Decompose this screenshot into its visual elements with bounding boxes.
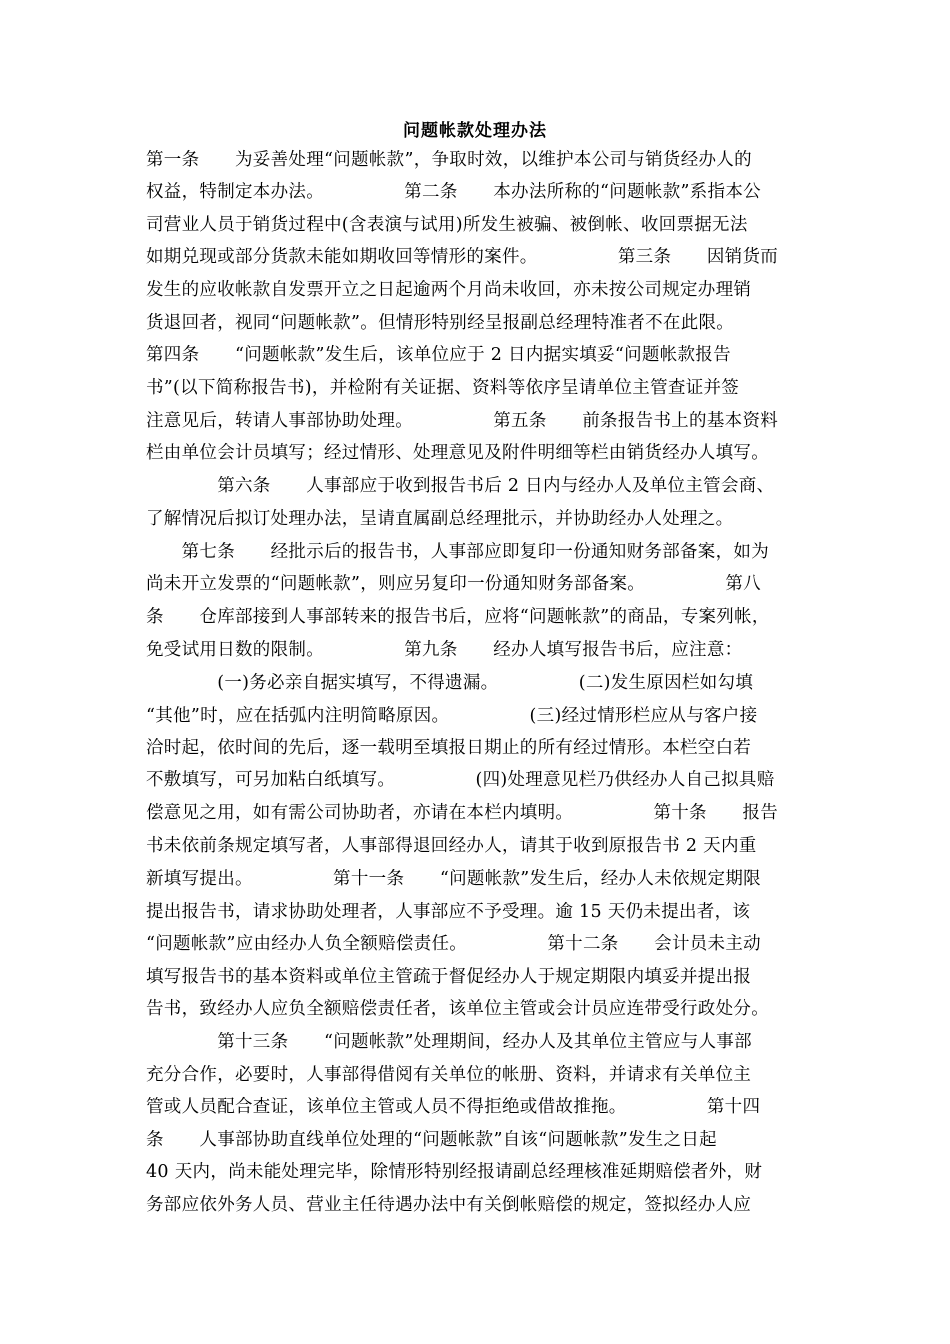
body-line: 书未依前条规定填写者，人事部得退回经办人，请其于收到原报告书 2 天内重	[146, 836, 757, 856]
body-line: 管或人员配合查证，该单位主管或人员不得拒绝或借故推拖。 第十四	[146, 1097, 761, 1117]
body-line: 司营业人员于销货过程中(含表演与试用)所发生被骗、被倒帐、收回票据无法	[146, 215, 748, 235]
body-line: 货退回者，视同“问题帐款”。但情形特别经呈报副总经理特准者不在此限。	[146, 313, 735, 333]
document-title: 问题帐款处理办法	[403, 121, 547, 141]
body-line: 务部应依外务人员、营业主任待遇办法中有关倒帐赔偿的规定，签拟经办人应	[146, 1195, 752, 1215]
body-line: 第七条 经批示后的报告书，人事部应即复印一份通知财务部备案，如为	[146, 542, 769, 562]
body-line: 条 人事部协助直线单位处理的“问题帐款”自该“问题帐款”发生之日起	[146, 1130, 717, 1150]
body-line: 新填写提出。 第十一条 “问题帐款”发生后，经办人未依规定期限	[146, 869, 761, 889]
body-line: 告书，致经办人应负全额赔偿责任者，该单位主管或会计员应连带受行政处分。	[146, 999, 769, 1019]
body-line: 40 天内，尚未能处理完毕，除情形特别经报请副总经理核准延期赔偿者外，财	[146, 1162, 763, 1182]
body-line: 条 仓库部接到人事部转来的报告书后，应将“问题帐款”的商品，专案列帐，	[146, 607, 770, 627]
body-line: 如期兑现或部分货款未能如期收回等情形的案件。 第三条 因销货而	[146, 247, 779, 267]
body-line: 提出报告书，请求协助处理者，人事部应不予受理。逾 15 天仍未提出者，该	[146, 902, 751, 922]
body-line: 充分合作，必要时，人事部得借阅有关单位的帐册、资料，并请求有关单位主	[146, 1065, 752, 1085]
body-line: 尚未开立发票的“问题帐款”，则应另复印一份通知财务部备案。 第八	[146, 574, 761, 594]
body-line: 不敷填写，可另加粘白纸填写。 (四)处理意见栏乃供经办人自己拟具赔	[146, 770, 775, 790]
body-line: 发生的应收帐款自发票开立之日起逾两个月尚未收回，亦未按公司规定办理销	[146, 280, 752, 300]
body-line: 填写报告书的基本资料或单位主管疏于督促经办人于规定期限内填妥并提出报	[146, 967, 752, 987]
body-line: 第四条 “问题帐款”发生后，该单位应于 2 日内据实填妥“问题帐款报告	[146, 345, 731, 365]
body-line: 书”(以下简称报告书)，并检附有关证据、资料等依序呈请单位主管查证并签	[146, 378, 740, 398]
body-line: “问题帐款”应由经办人负全额赔偿责任。 第十二条 会计员未主动	[146, 934, 761, 954]
body-line: (一)务必亲自据实填写，不得遗漏。 (二)发生原因栏如勾填	[146, 673, 754, 693]
body-line: 第六条 人事部应于收到报告书后 2 日内与经办人及单位主管会商、	[146, 476, 775, 496]
body-line: 栏由单位会计员填写；经过情形、处理意见及附件明细等栏由销货经办人填写。	[146, 443, 769, 463]
body-line: 洽时起，依时间的先后，逐一载明至填报日期止的所有经过情形。本栏空白若	[146, 738, 752, 758]
body-line: 第一条 为妥善处理“问题帐款”，争取时效，以维护本公司与销货经办人的	[146, 150, 752, 170]
body-line: “其他”时，应在括弧内注明简略原因。 (三)经过情形栏应从与客户接	[146, 706, 758, 726]
body-line: 权益，特制定本办法。 第二条 本办法所称的“问题帐款”系指本公	[146, 182, 761, 202]
body-line: 免受试用日数的限制。 第九条 经办人填写报告书后，应注意：	[146, 640, 743, 660]
body-line: 偿意见之用，如有需公司协助者，亦请在本栏内填明。 第十条 报告	[146, 803, 779, 823]
body-line: 了解情况后拟订处理办法，呈请直属副总经理批示，并协助经办人处理之。	[146, 509, 734, 529]
body-line: 注意见后，转请人事部协助处理。 第五条 前条报告书上的基本资料	[146, 411, 779, 431]
body-line: 第十三条 “问题帐款”处理期间，经办人及其单位主管应与人事部	[146, 1032, 752, 1052]
